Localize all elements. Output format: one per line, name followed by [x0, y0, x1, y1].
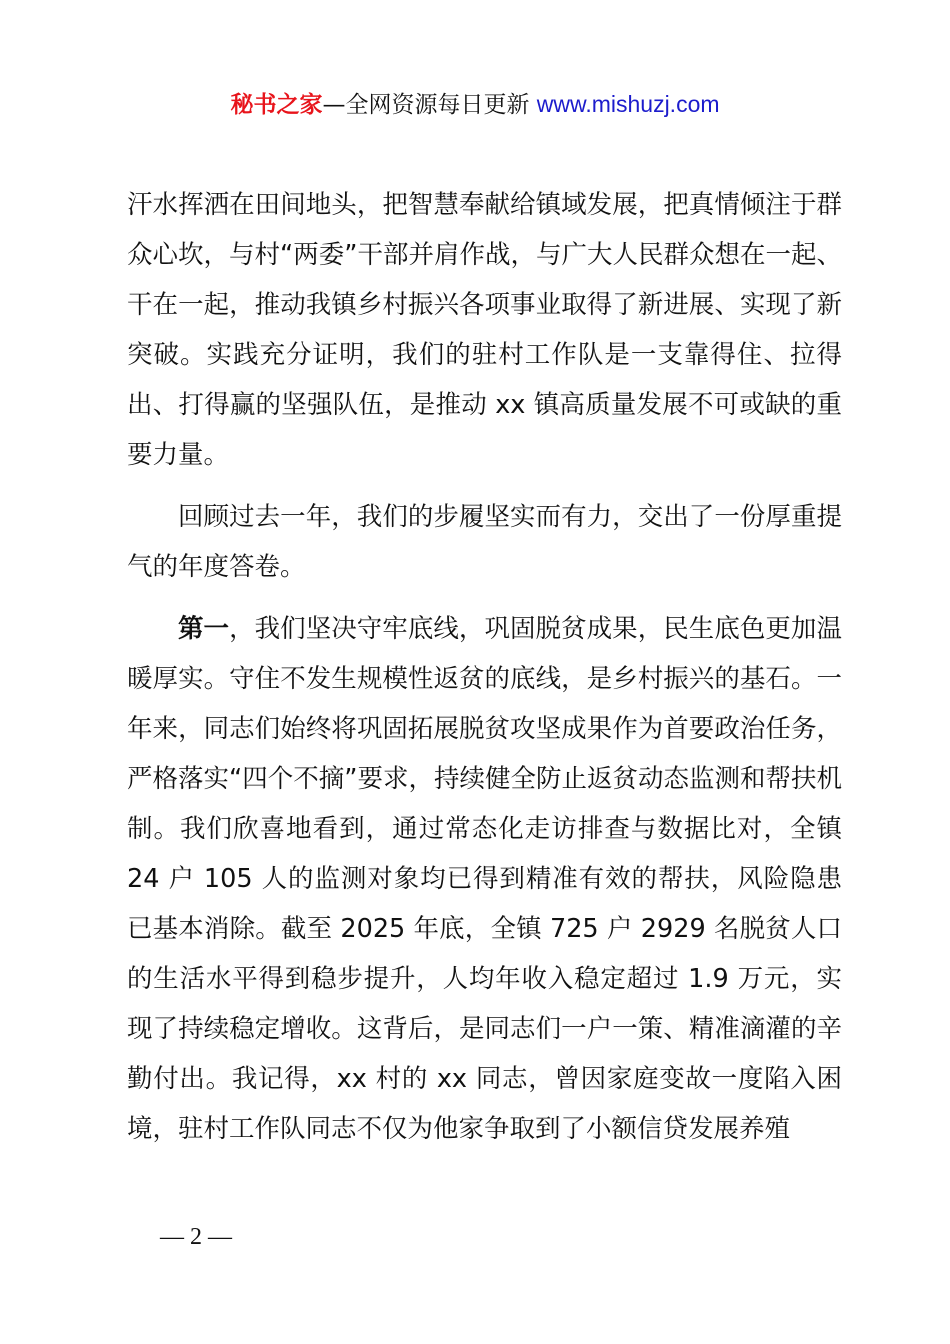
page-header — [0, 86, 950, 123]
header-url-link[interactable]: www.mishuzj.com — [536, 91, 720, 117]
document-body — [127, 180, 842, 1154]
header-brand: 秘书之家 — [230, 92, 323, 118]
paragraph-1: 汗水挥洒在田间地头，把智慧奉献给镇域发展，把真情倾注于群众心坎，与村“两委”干部并肩作战，与广大人民群众想在一起、干在一起，推动我镇乡村振兴各项事业取得了新进展、实现了新突破。实践充分证明，我们的驻村工作队是一支靠得住、拉得出、打得赢的坚强队伍，是推动 xx 镇高质量发展不可或缺的重要力量。 — [127, 190, 842, 470]
header-slogan: —全网资源每日更新 — [322, 92, 537, 118]
page-number: — 2 — — [160, 1224, 232, 1250]
paragraph-3 — [127, 604, 842, 1154]
paragraph-3-text: ，我们坚决守牢底线，巩固脱贫成果，民生底色更加温暖厚实。守住不发生规模性返贫的底线，是乡村振兴的基石。一年来，同志们始终将巩固拓展脱贫攻坚成果作为首要政治任务，严格落实“四个不摘”要求，持续健全防止返贫动态监测和帮扶机制。我们欣喜地看到，通过常态化走访排查与数据比对，全镇 24 户 105 人的监测对象均已得到精准有效的帮扶，风险隐患已基本消除。截至 2025 年底，全镇 725 户 2929 名脱贫人口的生活水平得到稳步提升，人均年收入稳定超过 1.9 万元，实现了持续稳定增收。这背后，是同志们一户一策、精准滴灌的辛勤付出。我记得，xx 村的 xx 同志，曾因家庭变故一度陷入困境，驻村工作队同志不仅为他家争取到了小额信贷发展养殖 — [127, 614, 842, 1144]
paragraph-2: 回顾过去一年，我们的步履坚实而有力，交出了一份厚重提气的年度答卷。 — [127, 502, 842, 582]
paragraph-3-lead: 第一 — [178, 614, 230, 644]
